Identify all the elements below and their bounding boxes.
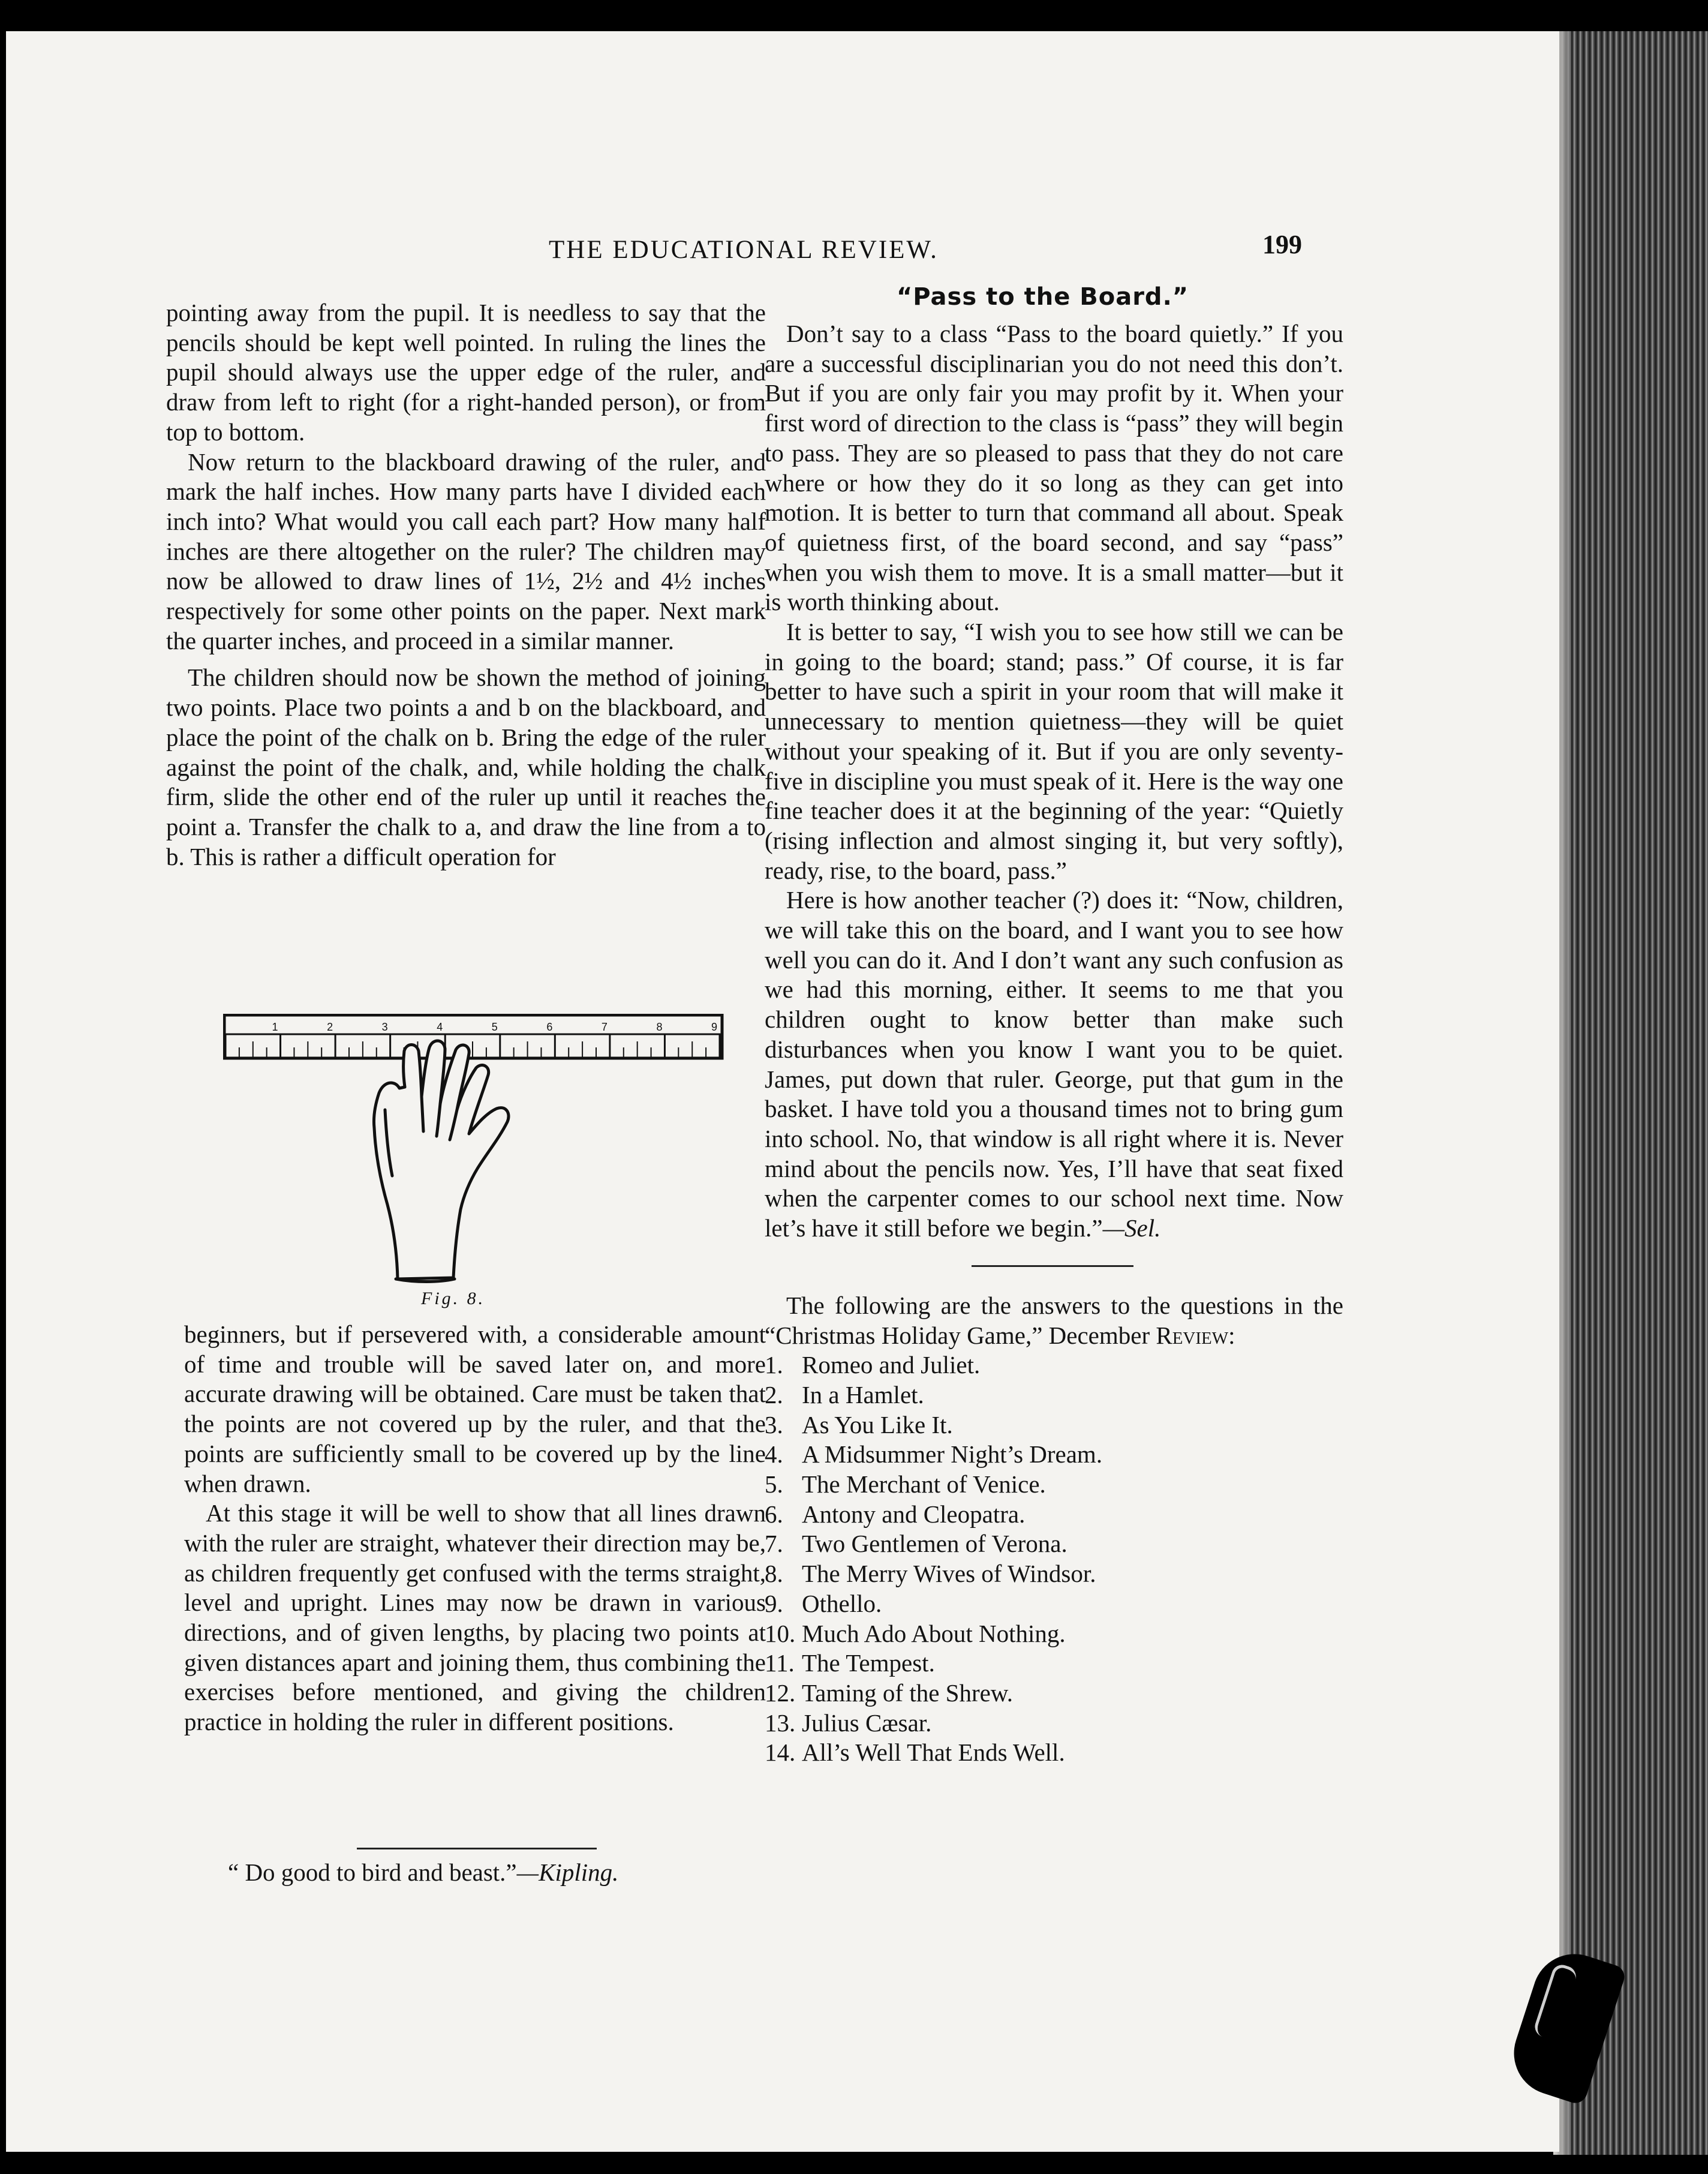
answer-item [765,1500,1343,1530]
answer-number: 8. [765,1560,783,1588]
answer-text: As You Like It. [802,1410,953,1439]
answer-text: A Midsummer Night’s Dream. [802,1440,1103,1469]
source-note: —Sel. [1102,1214,1161,1242]
right-column [765,319,1343,1768]
answer-item [765,1708,1343,1738]
left-column-continued [184,1320,766,1737]
answer-number: 7. [765,1530,783,1558]
paragraph: pointing away from the pupil. It is needless to say that the pencils should be kept well pointed. In ruling the lines the pupil should always use the upper edge of the ruler, and draw from left to right (for a right-handed person), or from top to bottom. [166,299,766,446]
answer-text: Taming of the Shrew. [802,1678,1014,1707]
answer-item [765,1589,1343,1619]
answer-text: The Tempest. [802,1649,935,1677]
answer-number: 2. [765,1380,783,1409]
section-heading: “Pass to the Board.” [897,283,1189,311]
answer-number: 10. [765,1619,796,1647]
answer-item [765,1678,1343,1708]
answer-number: 13. [765,1708,796,1737]
answer-text: In a Hamlet. [802,1380,924,1409]
ruler-number: 4 [437,1021,443,1033]
answer-text: Much Ado About Nothing. [802,1619,1066,1647]
answer-text: All’s Well That Ends Well. [802,1738,1065,1767]
answer-item [765,1529,1343,1559]
answers-intro-text: The following are the answers to the questions in the “Christmas Holiday Game,” December [765,1291,1343,1349]
quote-text: “ Do good to bird and beast.” [228,1858,517,1886]
ruler-number: 7 [601,1021,608,1033]
answer-text: The Merry Wives of Windsor. [802,1560,1096,1588]
review-name: Review [1156,1321,1229,1349]
ruler-number: 2 [327,1021,333,1033]
paragraph-text: Here is how another teacher (?) does it: “Now, children, we will take this on the board, and I want you to see how well you can do it. And I don’t want any such confusion as we had this morning, either. It seems to me that you children ought to know better than make such disturbances when you know I want you to be quiet. James, put down that ruler. George, put that gum in the basket. I have told you a thousand times not to bring gum into school. No, that window is all right where it is. Never mind about the pencils now. Yes, I’ll have that seat fixed when the carpenter comes to our school next time. Now let’s have it still before we begin.” [765,886,1343,1242]
page-number: 199 [1262,230,1302,259]
ruler-number: 3 [381,1021,388,1033]
answer-number: 11. [765,1649,795,1677]
ruler-number: 6 [546,1021,553,1033]
scan-border [0,0,6,2174]
quote-attribution: —Kipling. [516,1858,619,1886]
ruler-number: 9 [711,1021,718,1033]
figure-caption: Fig. 8. [421,1289,486,1308]
answer-number: 1. [765,1351,783,1379]
answer-text: Julius Cæsar. [802,1708,932,1737]
paragraph: The children should now be shown the method of joining two points. Place two points a and b on the blackboard, and place the point of the chalk on b. Bring the edge of the ruler against the point of the chalk, and, while holding the chalk firm, slide the other end of the ruler up until it reaches the point a. Transfer the chalk to a, and draw the line from a to b. This is rather a difficult operation for [166,663,766,870]
paragraph: Don’t say to a class “Pass to the board quietly.” If you are a successful disciplinarian you do not need this don’t. But if you are only fair you may profit by it. When your first word of direction to the class is “pass” they will begin to pass. They are so pleased to pass that they do not care where or how they do it so long as they can get into motion. It is better to turn that command all about. Speak of quietness first, of the board second, and say “pass” when you wish them to move. It is a small matter—but it is worth thinking about. [765,320,1343,616]
ruler-number: 8 [656,1021,663,1033]
answer-item [765,1380,1343,1410]
answer-item [765,1619,1343,1649]
paragraph: Now return to the blackboard drawing of the ruler, and mark the half inches. How many parts have I divided each inch into? What would you call each part? How many half inches are there altogether on the ruler? The children may now be allowed to draw lines of 1½, 2½ and 4½ inches respectively for some other points on the paper. Next mark the quarter inches, and proceed in a similar manner. [166,448,766,654]
answer-item [765,1350,1343,1380]
closing-quote [228,1858,618,1887]
divider-rule [357,1848,597,1849]
answer-text: Two Gentlemen of Verona. [802,1530,1068,1558]
answer-item [765,1410,1343,1440]
ruler-hand-illustration [223,1014,725,1315]
left-column [166,298,766,872]
answer-item [765,1470,1343,1500]
divider-rule [972,1265,1133,1267]
answer-text: Romeo and Juliet. [802,1351,981,1379]
answer-item [765,1559,1343,1589]
answer-number: 4. [765,1440,783,1469]
book-page [6,31,1559,2152]
page-header [6,205,1559,264]
ruler [224,1015,722,1058]
ruler-number: 1 [272,1021,278,1033]
ruler-number: 5 [491,1021,498,1033]
answer-text: The Merchant of Venice. [802,1470,1046,1499]
running-title: THE EDUCATIONAL REVIEW. [549,236,939,264]
answer-text: Antony and Cleopatra. [802,1500,1026,1528]
answer-number: 12. [765,1678,796,1707]
hand [374,1041,509,1282]
paragraph [765,885,1343,1243]
book-page-edges [1553,31,1708,2155]
answer-number: 14. [765,1738,796,1767]
answer-number: 3. [765,1410,783,1439]
answer-text: Othello. [802,1589,882,1617]
answer-item [765,1738,1343,1768]
answer-number: 5. [765,1470,783,1499]
answers-list [765,1350,1343,1768]
figure-ruler-hand [223,1014,725,1315]
paragraph: It is better to say, “I wish you to see how still we can be in going to the board; stand; pass.” Of course, it is far better to have such a spirit in your room that will make it unnecessary to mention quietness—they will be quiet without your speaking of it. But if you are only seventy-five in discipline you must speak of it. Here is the way one fine teacher does it at the beginning of the year: “Quietly (rising inflection and almost singing it, but very softly), ready, rise, to the board, pass.” [765,618,1343,884]
answer-item [765,1648,1343,1678]
answer-item [765,1440,1343,1470]
answer-number: 9. [765,1589,783,1617]
answer-number: 6. [765,1500,783,1528]
paragraph: beginners, but if persevered with, a considerable amount of time and trouble will be saved later on, and more accurate drawing will be obtained. Care must be taken that the points are not covered up by the ruler, and that the points are sufficiently small to be covered up by the line when drawn. [184,1320,766,1497]
answers-intro-end: : [1228,1321,1235,1349]
paragraph: At this stage it will be well to show that all lines drawn with the ruler are straight, whatever their direction may be, as children frequently get confused with the terms straight, level and upright. Lines may now be drawn in various directions, and of given lengths, by placing two points at given distances apart and joining them, thus combining the exercises before mentioned, and giving the children practice in holding the ruler in different positions. [184,1499,766,1736]
answers-intro [765,1291,1343,1350]
